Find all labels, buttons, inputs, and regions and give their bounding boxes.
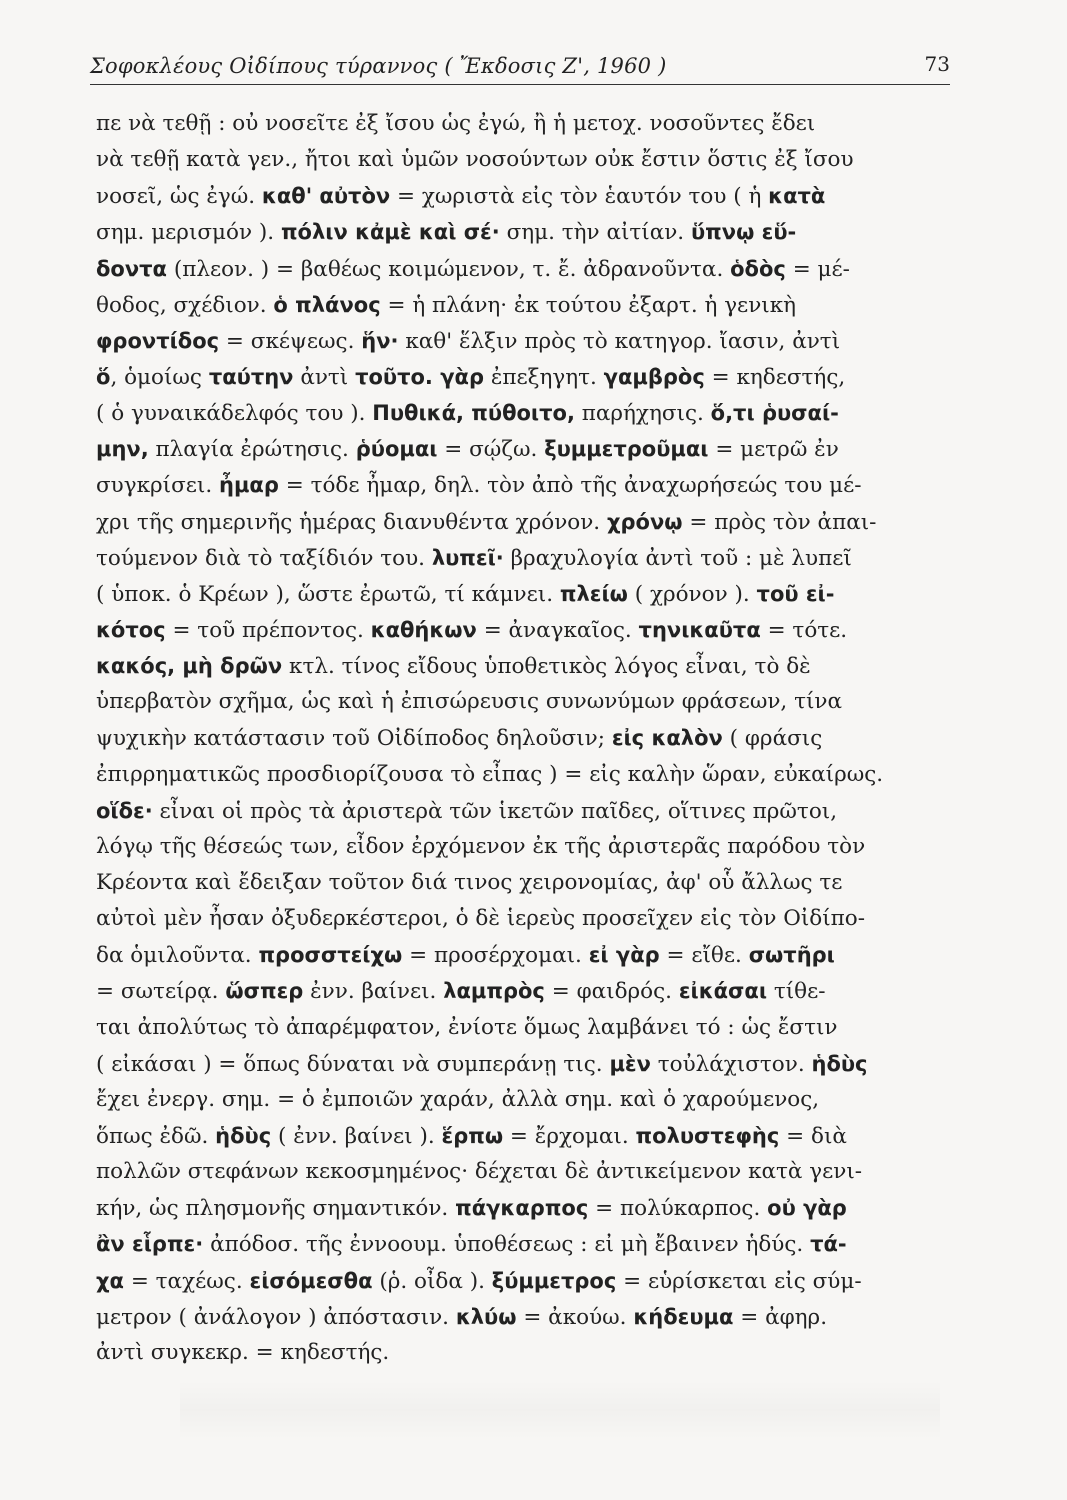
text-line bbox=[96, 684, 956, 720]
page-shadow bbox=[180, 1380, 940, 1440]
gloss-text: = ἀκούω. bbox=[516, 1304, 634, 1330]
text-line bbox=[96, 1046, 956, 1082]
gloss-text: = τότε. bbox=[760, 617, 848, 643]
gloss-text: ( εἰκάσαι ) = ὅπως δύναται νὰ συμπεράνῃ τις. bbox=[96, 1051, 610, 1077]
text-line bbox=[96, 178, 956, 214]
lemma-term: οἵδε· bbox=[96, 798, 153, 823]
gloss-text: ( ὑποκ. ὁ Κρέων ), ὥστε ἐρωτῶ, τί κάμνει. bbox=[96, 581, 560, 607]
gloss-text: ἀντὶ συγκεκρ. = κηδεστής. bbox=[96, 1339, 390, 1365]
lemma-term: ὁδὸς bbox=[730, 256, 786, 281]
lemma-term: σωτῆρι bbox=[748, 943, 835, 968]
gloss-text: = σκέψεως. bbox=[219, 328, 362, 354]
text-line bbox=[96, 829, 956, 865]
lemma-term: οὐ γὰρ bbox=[767, 1196, 847, 1221]
text-line bbox=[96, 1190, 956, 1226]
lemma-term: Πυθικά, πύθοιτο, bbox=[372, 401, 575, 426]
text-line bbox=[96, 504, 956, 540]
text-line bbox=[96, 395, 956, 431]
gloss-text: = ἔρχομαι. bbox=[503, 1123, 636, 1149]
text-line bbox=[96, 540, 956, 576]
gloss-text: = ἀφηρ. bbox=[733, 1304, 828, 1330]
lemma-term: ἕρπω bbox=[441, 1123, 504, 1148]
running-title: Σοφοκλέους Οἰδίπους τύραννος ( Ἔκδοσις Ζ', 1960 ) bbox=[90, 54, 667, 78]
text-line bbox=[96, 1335, 956, 1371]
lemma-term: μην, bbox=[96, 437, 149, 462]
gloss-text: , ὁμοίως bbox=[110, 364, 209, 390]
gloss-text: = φαιδρός. bbox=[544, 979, 679, 1005]
gloss-text: λόγῳ τῆς θέσεώς των, εἶδον ἐρχόμενον ἐκ τῆς ἀριστερᾶς παρόδου τὸν bbox=[96, 833, 866, 859]
gloss-text: ὑπερβατὸν σχῆμα, ὡς καὶ ἡ ἐπισώρευσις συνωνύμων φράσεων, τίνα bbox=[96, 689, 843, 715]
gloss-text: θοδος, σχέδιον. bbox=[96, 292, 274, 318]
gloss-text: ἀπόδοσ. τῆς ἐννοουμ. ὑποθέσεως : εἰ μὴ ἔβαινεν ἡδύς. bbox=[203, 1232, 811, 1258]
gloss-text: βραχυλογία ἀντὶ τοῦ : μὲ λυπεῖ bbox=[503, 545, 852, 571]
text-line bbox=[96, 648, 956, 684]
gloss-text: (πλεον. ) = βαθέως κοιμώμενον, τ. ἔ. ἀδρανοῦντα. bbox=[167, 256, 731, 282]
lemma-term: ἡδὺς bbox=[215, 1123, 272, 1148]
gloss-text: ψυχικὴν κατάστασιν τοῦ Οἰδίποδος δηλοῦσιν; bbox=[96, 726, 612, 752]
lemma-term: ἡδὺς bbox=[811, 1051, 868, 1076]
text-line bbox=[96, 937, 956, 973]
lemma-term: ὅ,τι ῥυσαί- bbox=[710, 401, 839, 426]
gloss-text: = σωτείρᾳ. bbox=[96, 979, 226, 1005]
gloss-text: = σῴζω. bbox=[437, 437, 545, 463]
lemma-term: καθήκων bbox=[370, 617, 477, 642]
lemma-term: ξυμμετροῦμαι bbox=[544, 437, 709, 462]
lemma-term: ὥσπερ bbox=[225, 979, 304, 1004]
gloss-text: = ἡ πλάνη· ἐκ τούτου ἐξαρτ. ἡ γενικὴ bbox=[380, 292, 797, 318]
gloss-text: = τόδε ἦμαρ, δηλ. τὸν ἀπὸ τῆς ἀναχωρήσεώς του μέ- bbox=[278, 473, 862, 499]
text-line bbox=[96, 467, 956, 503]
text-line bbox=[96, 901, 956, 937]
lemma-term: τοῦ εἰ- bbox=[756, 581, 835, 606]
gloss-text: μετρον ( ἀνάλογον ) ἀπόστασιν. bbox=[96, 1304, 456, 1330]
gloss-text: ὅπως ἐδῶ. bbox=[96, 1123, 216, 1149]
lemma-term: δοντα bbox=[96, 256, 167, 281]
gloss-text: = πρὸς τὸν ἀπαι- bbox=[682, 509, 877, 535]
text-line bbox=[96, 431, 956, 467]
lemma-term: εἰ γὰρ bbox=[588, 943, 660, 968]
lemma-term: κήδευμα bbox=[633, 1304, 734, 1329]
gloss-text: ( φράσις bbox=[722, 726, 823, 752]
text-line bbox=[96, 612, 956, 648]
gloss-text: σημ. τὴν αἰτίαν. bbox=[499, 220, 691, 246]
lemma-term: ὕπνῳ εὕ- bbox=[690, 220, 797, 245]
gloss-text: = ἀναγκαῖος. bbox=[476, 617, 639, 643]
gloss-text: = μέ- bbox=[785, 256, 850, 282]
lemma-term: φροντίδος bbox=[96, 328, 220, 353]
lemma-term: εἰκάσαι bbox=[678, 979, 768, 1004]
text-line bbox=[96, 576, 956, 612]
lemma-term: εἰς καλὸν bbox=[611, 726, 723, 751]
gloss-text: ἐπεξηγητ. bbox=[483, 364, 604, 390]
text-line bbox=[96, 251, 956, 287]
lemma-term: λυπεῖ· bbox=[431, 545, 504, 570]
gloss-text: πλαγία ἐρώτησις. bbox=[148, 437, 356, 463]
lemma-term: γαμβρὸς bbox=[603, 364, 705, 389]
text-line bbox=[96, 1082, 956, 1118]
lemma-term: κλύω bbox=[455, 1304, 517, 1329]
text-line bbox=[96, 865, 956, 901]
lemma-term: καθ' αὐτὸν bbox=[261, 184, 391, 209]
gloss-text: ( χρόνον ). bbox=[627, 581, 757, 607]
gloss-text: ( ἐνν. βαίνει ). bbox=[271, 1123, 442, 1149]
lemma-term: πλείω bbox=[559, 581, 628, 606]
gloss-text: κήν, ὡς πλησμονῆς σημαντικόν. bbox=[96, 1196, 456, 1222]
text-line bbox=[96, 1118, 956, 1154]
gloss-text: ἔχει ἐνεργ. σημ. = ὁ ἐμποιῶν χαράν, ἀλλὰ σημ. καὶ ὁ χαρούμενος, bbox=[96, 1086, 820, 1112]
gloss-text: νὰ τεθῇ κατὰ γεν., ἤτοι καὶ ὑμῶν νοσούντων οὐκ ἔστιν ὅστις ἐξ ἴσου bbox=[96, 147, 854, 173]
running-header bbox=[90, 44, 950, 85]
gloss-text: ἀντὶ bbox=[293, 364, 356, 390]
lemma-term: χρόνῳ bbox=[606, 509, 683, 534]
lemma-term: ἥν· bbox=[361, 328, 399, 353]
gloss-text: = πολύκαρπος. bbox=[588, 1196, 768, 1222]
lemma-term: ἂν εἷρπε· bbox=[96, 1232, 204, 1257]
commentary-text bbox=[96, 106, 956, 1371]
gloss-text: σημ. μερισμόν ). bbox=[96, 220, 281, 246]
lemma-term: εἰσόμεσθα bbox=[249, 1268, 373, 1293]
gloss-text: πε νὰ τεθῇ : οὐ νοσεῖτε ἐξ ἴσου ὡς ἐγώ, ἢ ἡ μετοχ. νοσοῦντες ἔδει bbox=[96, 111, 816, 136]
lemma-term: τηνικαῦτα bbox=[638, 617, 761, 642]
text-line bbox=[96, 973, 956, 1009]
gloss-text: = προσέρχομαι. bbox=[402, 943, 589, 969]
gloss-text: τοὐλάχιστον. bbox=[650, 1051, 812, 1077]
gloss-text: καθ' ἕλξιν πρὸς τὸ κατηγορ. ἴασιν, ἀντὶ bbox=[398, 328, 841, 354]
gloss-text: τούμενον διὰ τὸ ταξίδιόν του. bbox=[96, 545, 432, 571]
gloss-text: = εἴθε. bbox=[659, 943, 749, 969]
text-line bbox=[96, 793, 956, 829]
gloss-text: αὐτοὶ μὲν ἦσαν ὀξυδερκέστεροι, ὁ δὲ ἱερεὺς προσεῖχεν εἰς τὸν Οἰδίπο- bbox=[96, 906, 866, 932]
gloss-text: ( ὁ γυναικάδελφός του ). bbox=[96, 401, 373, 427]
gloss-text: = διὰ bbox=[779, 1123, 847, 1149]
lemma-term: μὲν bbox=[609, 1051, 651, 1076]
gloss-text: ται ἀπολύτως τὸ ἀπαρέμφατον, ἐνίοτε ὅμως λαμβάνει τό : ὡς ἔστιν bbox=[96, 1014, 838, 1040]
lemma-term: κακός, μὴ δρῶν bbox=[96, 654, 283, 679]
gloss-text: τίθε- bbox=[767, 979, 826, 1005]
gloss-text: = εὑρίσκεται εἰς σύμ- bbox=[616, 1268, 862, 1294]
lemma-term: ῥύομαι bbox=[355, 437, 438, 462]
lemma-term: πολυστεφὴς bbox=[635, 1123, 780, 1148]
text-line bbox=[96, 359, 956, 395]
gloss-text: ἐνν. βαίνει. bbox=[303, 979, 444, 1005]
text-line bbox=[96, 323, 956, 359]
gloss-text: = κηδεστής, bbox=[704, 364, 846, 390]
lemma-term: χα bbox=[96, 1268, 124, 1293]
text-line bbox=[96, 1010, 956, 1046]
text-line bbox=[96, 1154, 956, 1190]
gloss-text: κτλ. τίνος εἴδους ὑποθετικὸς λόγος εἶναι, τὸ δὲ bbox=[282, 654, 811, 680]
text-line bbox=[96, 757, 956, 793]
lemma-term: κότος bbox=[96, 617, 166, 642]
lemma-term: κατὰ bbox=[768, 184, 826, 209]
lemma-term: ὁ πλάνος bbox=[273, 292, 381, 317]
lemma-term: ἦμαρ bbox=[219, 473, 279, 498]
text-line bbox=[96, 106, 956, 142]
gloss-text: = τοῦ πρέποντος. bbox=[165, 617, 371, 643]
lemma-term: ξύμμετρος bbox=[491, 1268, 617, 1293]
text-line bbox=[96, 1299, 956, 1335]
gloss-text: = χωριστὰ εἰς τὸν ἑαυτόν του ( ἡ bbox=[390, 184, 769, 210]
text-line bbox=[96, 1263, 956, 1299]
gloss-text: (ῥ. οἶδα ). bbox=[372, 1268, 492, 1294]
lemma-term: λαμπρὸς bbox=[443, 979, 545, 1004]
text-line bbox=[96, 287, 956, 323]
text-line bbox=[96, 214, 956, 250]
gloss-text: δα ὁμιλοῦντα. bbox=[96, 943, 259, 969]
gloss-text: νοσεῖ, ὡς ἐγώ. bbox=[96, 184, 262, 210]
lemma-term: προσστείχω bbox=[258, 943, 403, 968]
gloss-text: = ταχέως. bbox=[123, 1268, 250, 1294]
text-line bbox=[96, 720, 956, 756]
gloss-text: παρήχησις. bbox=[574, 401, 711, 427]
lemma-term: πάγκαρπος bbox=[455, 1196, 589, 1221]
lemma-term: ὅ bbox=[96, 364, 111, 389]
gloss-text: Κρέοντα καὶ ἔδειξαν τοῦτον διά τινος χειρονομίας, ἀφ' οὗ ἄλλως τε bbox=[96, 869, 843, 895]
page-number: 73 bbox=[924, 52, 950, 76]
text-line bbox=[96, 142, 956, 178]
lemma-term: τοῦτο. γὰρ bbox=[355, 364, 484, 389]
lemma-term: ταύτην bbox=[208, 364, 294, 389]
gloss-text: χρι τῆς σημερινῆς ἡμέρας διανυθέντα χρόνον. bbox=[96, 509, 607, 535]
text-line bbox=[96, 1226, 956, 1262]
gloss-text: ἐπιρρηματικῶς προσδιορίζουσα τὸ εἶπας ) = εἰς καλὴν ὥραν, εὐκαίρως. bbox=[96, 761, 884, 787]
gloss-text: εἶναι οἱ πρὸς τὰ ἀριστερὰ τῶν ἱκετῶν παῖδες, οἵτινες πρῶτοι, bbox=[152, 798, 838, 824]
lemma-term: τά- bbox=[810, 1232, 847, 1257]
gloss-text: πολλῶν στεφάνων κεκοσμημένος· δέχεται δὲ ἀντικείμενον κατὰ γενι- bbox=[96, 1159, 863, 1185]
gloss-text: = μετρῶ ἐν bbox=[708, 437, 839, 463]
gloss-text: συγκρίσει. bbox=[96, 473, 220, 499]
lemma-term: πόλιν κἀμὲ καὶ σέ· bbox=[280, 220, 500, 245]
